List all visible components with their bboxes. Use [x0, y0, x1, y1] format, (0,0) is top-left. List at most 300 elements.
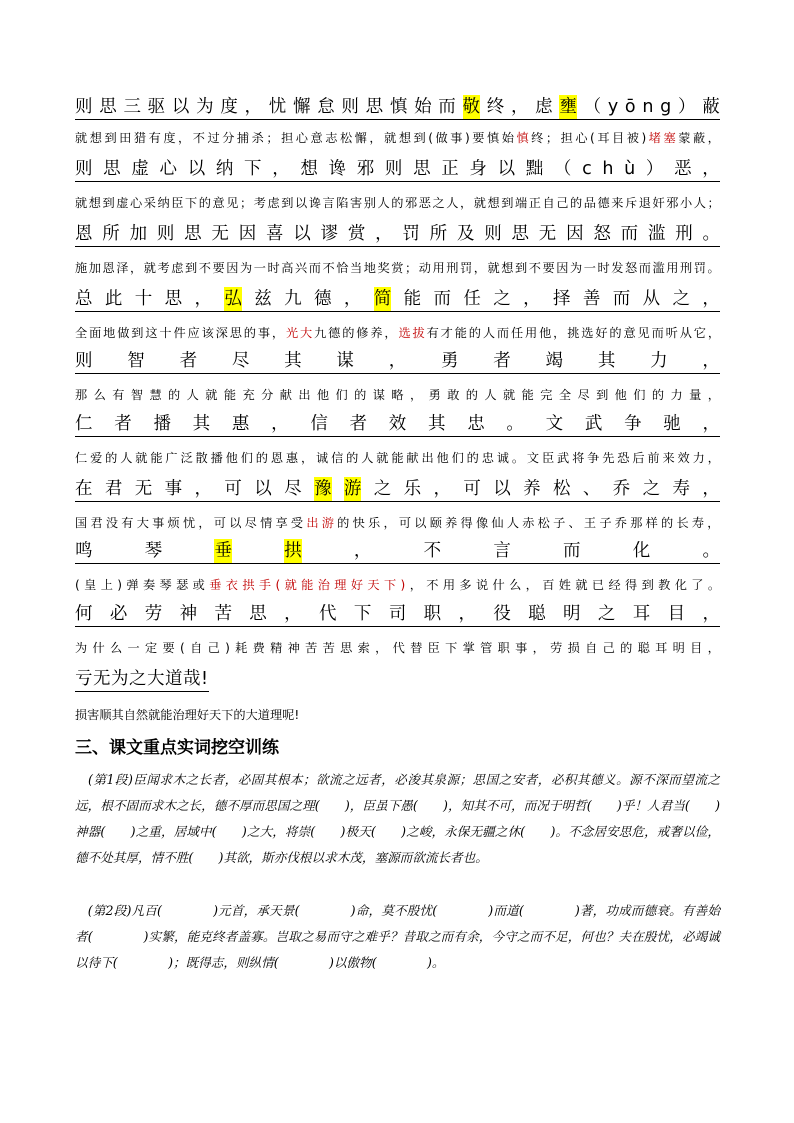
char: 姓 — [558, 578, 571, 592]
char: 量 — [689, 388, 702, 402]
char: ， — [384, 326, 397, 340]
char: 用 — [525, 326, 538, 340]
char: 就 — [384, 131, 397, 145]
char: 好 — [350, 578, 364, 592]
original-line-4 — [75, 223, 720, 247]
char: 为 — [240, 261, 253, 275]
char: 手 — [258, 578, 272, 592]
char: 的 — [465, 388, 478, 402]
char: ( — [590, 131, 595, 145]
char: 献 — [406, 451, 419, 465]
char: 人 — [377, 196, 390, 210]
char: ， — [702, 604, 720, 624]
char: 罚 — [693, 261, 706, 275]
char: 豫 — [314, 479, 332, 499]
char: ； — [707, 196, 720, 210]
char: 爱 — [90, 451, 103, 465]
char: 兹 — [254, 289, 272, 309]
char: 谗 — [328, 159, 347, 179]
char: 则 — [484, 224, 502, 244]
original-line-12 — [75, 478, 720, 502]
char: 虑 — [267, 196, 280, 210]
char: 竭 — [545, 351, 564, 371]
char: 的 — [198, 196, 211, 210]
char: 人 — [361, 451, 374, 465]
char: 烦 — [167, 516, 180, 530]
char: 以 — [414, 516, 427, 530]
char: 子 — [553, 516, 566, 530]
char: 的 — [570, 196, 583, 210]
char: 乐 — [368, 516, 381, 530]
char: 杀 — [251, 131, 264, 145]
char: ù — [624, 159, 636, 179]
char: 人 — [120, 451, 133, 465]
char: 思 — [365, 97, 384, 117]
char: 充 — [242, 388, 255, 402]
char: 择 — [553, 289, 571, 309]
translation-line-17 — [75, 638, 720, 658]
char: 十 — [134, 289, 153, 309]
char: 邪 — [405, 196, 418, 210]
char: 事 — [257, 326, 270, 340]
char: 深 — [215, 326, 228, 340]
char: ) — [225, 641, 230, 655]
char: 的 — [346, 451, 359, 465]
char: 十 — [159, 326, 172, 340]
exercise-paragraph-2: (第2段)凡百( )元首，承天景( )命，莫不殷忧( )而道( )著，功成而德衰。有善始者( )实繁，能克终者盖寡。岂取之易而守之难乎？昔取之而有余，今守之而不足，何也？夫在殷忧，必竭诚以待下( )；既得志，则纵情( )以傲物( )。 — [75, 903, 720, 970]
char: 的 — [391, 196, 404, 210]
char: 滥 — [647, 224, 666, 244]
translation-line-9 — [75, 385, 720, 405]
char: 则 — [75, 159, 93, 179]
char: ； — [405, 261, 418, 275]
char: 可 — [213, 516, 226, 530]
char: 衣 — [225, 578, 238, 592]
char: ， — [383, 516, 396, 530]
char: 有 — [426, 326, 439, 340]
char: 蒙 — [678, 131, 691, 145]
char: 为 — [75, 641, 88, 655]
char: 在 — [75, 479, 93, 499]
char: ( — [180, 641, 185, 655]
char: 到 — [515, 261, 528, 275]
char: 尽 — [244, 516, 257, 530]
char: 忠 — [481, 451, 494, 465]
char: 仁 — [75, 451, 88, 465]
char: 的 — [337, 516, 350, 530]
char: 养 — [370, 326, 383, 340]
char: 仁 — [75, 414, 93, 434]
char: 就 — [487, 261, 500, 275]
char: 蔽 — [692, 131, 706, 145]
char: 自 — [585, 641, 598, 655]
char: 者 — [493, 351, 511, 371]
char: 享 — [275, 516, 288, 530]
char: 职 — [497, 641, 510, 655]
char: 不 — [423, 541, 442, 561]
char: 意 — [623, 326, 636, 340]
translation-line-3 — [75, 193, 720, 213]
char: 那 — [75, 388, 88, 402]
char: ， — [194, 479, 212, 499]
char: 而 — [612, 289, 631, 309]
char: 的 — [105, 451, 118, 465]
char: 将 — [572, 451, 585, 465]
char: y — [607, 97, 619, 117]
char: 事 — [152, 516, 165, 530]
char: 之 — [493, 289, 511, 309]
char: 想 — [89, 131, 102, 145]
char: 耗 — [235, 641, 248, 655]
char: 到 — [413, 131, 426, 145]
char: 到 — [281, 196, 294, 210]
char: 效 — [677, 451, 690, 465]
char: 以 — [187, 159, 206, 179]
char: 德 — [314, 289, 332, 309]
char: 耳 — [597, 131, 610, 145]
char: 不 — [426, 578, 439, 592]
char: ， — [707, 326, 720, 340]
char: 瑟 — [176, 578, 189, 592]
char: 定 — [145, 641, 158, 655]
char: 时 — [267, 261, 280, 275]
char: 正 — [441, 159, 459, 179]
char: 不 — [192, 131, 205, 145]
char: 的 — [651, 388, 665, 402]
char: 害 — [350, 196, 363, 210]
char: 。 — [511, 451, 524, 465]
char: 恩 — [102, 261, 115, 275]
char: 恶 — [418, 196, 431, 210]
translation-line-1 — [75, 128, 720, 148]
char: 选 — [398, 326, 411, 340]
char: 智 — [130, 388, 144, 402]
char: 大 — [136, 516, 149, 530]
char: ； — [240, 196, 253, 210]
char: 就 — [503, 388, 516, 402]
char: 思 — [164, 289, 183, 309]
char: 恰 — [336, 261, 349, 275]
char: ， — [473, 261, 486, 275]
char: ( — [275, 578, 281, 592]
char: 来 — [662, 451, 675, 465]
char: 之 — [597, 604, 616, 624]
char: 奏 — [142, 578, 156, 592]
char: 化 — [674, 578, 687, 592]
char: 臣 — [427, 641, 440, 655]
char: 之 — [432, 196, 445, 210]
char: 损 — [567, 641, 580, 655]
char: 慎 — [516, 131, 529, 145]
char: ， — [707, 516, 720, 530]
char: 过 — [207, 131, 220, 145]
char: 。 — [702, 541, 720, 561]
char: 播 — [210, 451, 223, 465]
char: 而 — [563, 541, 581, 561]
char: 心 — [575, 131, 588, 145]
translation-line-15 — [75, 575, 720, 595]
char: 能 — [391, 451, 404, 465]
char: 怠 — [317, 97, 335, 117]
char: 天 — [367, 578, 380, 592]
char: 能 — [150, 451, 163, 465]
char: 就 — [473, 196, 486, 210]
char: 一 — [253, 261, 266, 275]
char: 谋 — [336, 351, 354, 371]
char: 争 — [587, 451, 600, 465]
char: 已 — [591, 578, 605, 592]
char: ， — [244, 97, 263, 117]
char: 从 — [642, 289, 661, 309]
char: 纳 — [157, 196, 170, 210]
char: 敢 — [447, 388, 460, 402]
char: 以 — [293, 224, 311, 244]
char: 懈 — [292, 97, 311, 117]
char: 要 — [542, 261, 555, 275]
char: 拔 — [412, 326, 425, 340]
char: 而 — [433, 289, 451, 309]
char: ， — [388, 351, 407, 371]
char: ， — [707, 388, 720, 402]
char: 精 — [270, 641, 283, 655]
char: 的 — [609, 326, 622, 340]
char: 人 — [482, 326, 495, 340]
char: 虑 — [171, 261, 184, 275]
char: 它 — [693, 326, 706, 340]
char: 就 — [135, 451, 148, 465]
char: 能 — [454, 326, 467, 340]
char: ， — [460, 196, 473, 210]
char: 高 — [281, 261, 294, 275]
char: ， — [194, 289, 212, 309]
char: 么 — [509, 578, 522, 592]
char: 而 — [438, 97, 456, 117]
char: 见 — [226, 196, 239, 210]
char: 其 — [427, 414, 446, 434]
char: 教 — [658, 578, 671, 592]
char: ， — [130, 261, 143, 275]
char: 始 — [414, 97, 432, 117]
char: 身 — [469, 159, 487, 179]
char: 意 — [310, 131, 323, 145]
char: 之 — [672, 289, 690, 309]
char: 明 — [563, 604, 581, 624]
char: 人 — [484, 388, 497, 402]
char: 猎 — [133, 131, 147, 145]
char: ， — [707, 451, 720, 465]
char: 或 — [192, 578, 205, 592]
char: 纳 — [215, 159, 234, 179]
char: ， — [523, 289, 541, 309]
char: ) — [464, 131, 470, 145]
char: ， — [343, 289, 362, 309]
char: 别 — [363, 196, 376, 210]
char: 意 — [212, 196, 225, 210]
char: 则 — [384, 159, 403, 179]
char: 罚 — [402, 224, 420, 244]
char: 事 — [515, 641, 528, 655]
char: 谬 — [320, 224, 339, 244]
char: 思 — [229, 326, 242, 340]
char: 地 — [363, 261, 376, 275]
char: 该 — [201, 326, 214, 340]
char: 者 — [349, 414, 368, 434]
char: 喜 — [265, 224, 284, 244]
char: 的 — [468, 326, 481, 340]
char: 他 — [539, 326, 552, 340]
char: 正 — [528, 196, 541, 210]
char: 要 — [162, 641, 175, 655]
section-title: 三、课文重点实词挖空训练 — [75, 738, 279, 758]
char: 分 — [261, 388, 274, 402]
char: ( — [75, 578, 80, 592]
line-text: 亏无为之大道哉! — [75, 669, 209, 689]
char: ) — [641, 131, 647, 145]
char: 则 — [341, 97, 359, 117]
char: 。 — [702, 224, 720, 244]
char: 恩 — [270, 451, 283, 465]
char: 的 — [255, 451, 268, 465]
char: 养 — [523, 479, 541, 499]
translation-line-13 — [75, 513, 720, 533]
char: 臣 — [541, 451, 555, 465]
char: 到 — [102, 196, 115, 210]
char: ， — [409, 578, 422, 592]
char: 兴 — [295, 261, 308, 275]
char: 拱 — [284, 541, 302, 561]
char: 明 — [672, 641, 685, 655]
char: 担 — [281, 131, 294, 145]
char: 谋 — [372, 388, 385, 402]
char: 游 — [343, 479, 362, 499]
char: 德 — [328, 326, 341, 340]
char: 寿 — [672, 479, 690, 499]
char: 得 — [625, 578, 638, 592]
char: 皇 — [84, 578, 97, 592]
char: 而 — [496, 326, 510, 340]
char: ， — [271, 414, 289, 434]
char: 惠 — [285, 451, 299, 465]
char: ） — [677, 97, 696, 117]
char: 。 — [506, 414, 524, 434]
char: 而 — [620, 224, 639, 244]
char: 一 — [583, 261, 596, 275]
char: 得 — [460, 516, 473, 530]
char: 罚 — [460, 261, 473, 275]
char: 以 — [497, 159, 516, 179]
char: 要 — [472, 131, 485, 145]
translation-line-5 — [75, 258, 720, 278]
char: ， — [553, 326, 566, 340]
char: 言 — [322, 196, 335, 210]
char: 一 — [127, 641, 140, 655]
char: 无 — [211, 224, 229, 244]
char: 勇 — [428, 388, 441, 402]
char: （ — [583, 97, 602, 117]
char: 后 — [632, 451, 645, 465]
char: 九 — [314, 326, 327, 340]
char: ， — [707, 131, 720, 145]
char: 以 — [295, 196, 308, 210]
char: 文 — [545, 414, 564, 434]
char: 堵 — [648, 131, 661, 145]
char: ， — [375, 224, 393, 244]
char: 养 — [445, 516, 458, 530]
char: 们 — [240, 451, 253, 465]
char: 时 — [597, 261, 610, 275]
char: 度 — [220, 97, 238, 117]
char: 劳 — [550, 641, 563, 655]
char: 滥 — [652, 261, 665, 275]
char: 君 — [90, 516, 103, 530]
char: 尽 — [231, 351, 250, 371]
char: 目 — [690, 641, 703, 655]
char: 出 — [306, 516, 319, 530]
char: 任 — [463, 289, 481, 309]
char: 劳 — [144, 604, 163, 624]
char: 他 — [436, 451, 449, 465]
translation-line-7 — [75, 323, 720, 343]
char: ， — [702, 351, 720, 371]
char: 人 — [693, 196, 706, 210]
char: 情 — [260, 516, 273, 530]
char: 这 — [145, 326, 158, 340]
char: 的 — [466, 451, 479, 465]
char: 简 — [373, 289, 392, 309]
char: 品 — [583, 196, 596, 210]
char: 做 — [435, 131, 448, 145]
char: 下 — [185, 196, 198, 210]
char: 信 — [310, 414, 328, 434]
char: 勇 — [440, 351, 459, 371]
char: 忠 — [467, 414, 485, 434]
char: 下 — [383, 578, 397, 592]
char: 苦 — [305, 641, 318, 655]
char: 壅 — [559, 97, 577, 117]
char: 乔 — [612, 479, 631, 499]
char: 当 — [350, 261, 363, 275]
char: 们 — [335, 388, 348, 402]
char: 面 — [89, 326, 102, 340]
char: 恐 — [617, 451, 630, 465]
char: 力 — [650, 351, 668, 371]
char: 苦 — [214, 604, 232, 624]
char: ， — [702, 159, 720, 179]
char: 恶 — [674, 159, 692, 179]
char: 事 — [164, 479, 183, 499]
char: ) — [117, 578, 123, 592]
char: 之 — [642, 479, 661, 499]
char: 掌 — [462, 641, 475, 655]
char: 广 — [165, 451, 178, 465]
char: 用 — [432, 261, 445, 275]
char: 不 — [322, 261, 335, 275]
char: 君 — [104, 479, 123, 499]
char: 代 — [392, 641, 405, 655]
char: 有 — [121, 516, 134, 530]
char: 多 — [459, 578, 472, 592]
char: ō — [624, 97, 636, 117]
translation-line-19 — [75, 705, 299, 725]
char: 人 — [186, 388, 199, 402]
char: 其 — [284, 351, 302, 371]
char: 下 — [353, 604, 372, 624]
char: 总 — [75, 289, 93, 309]
char: ( — [428, 131, 434, 145]
char: 用 — [442, 578, 455, 592]
char: 散 — [195, 451, 208, 465]
char: 到 — [641, 578, 654, 592]
